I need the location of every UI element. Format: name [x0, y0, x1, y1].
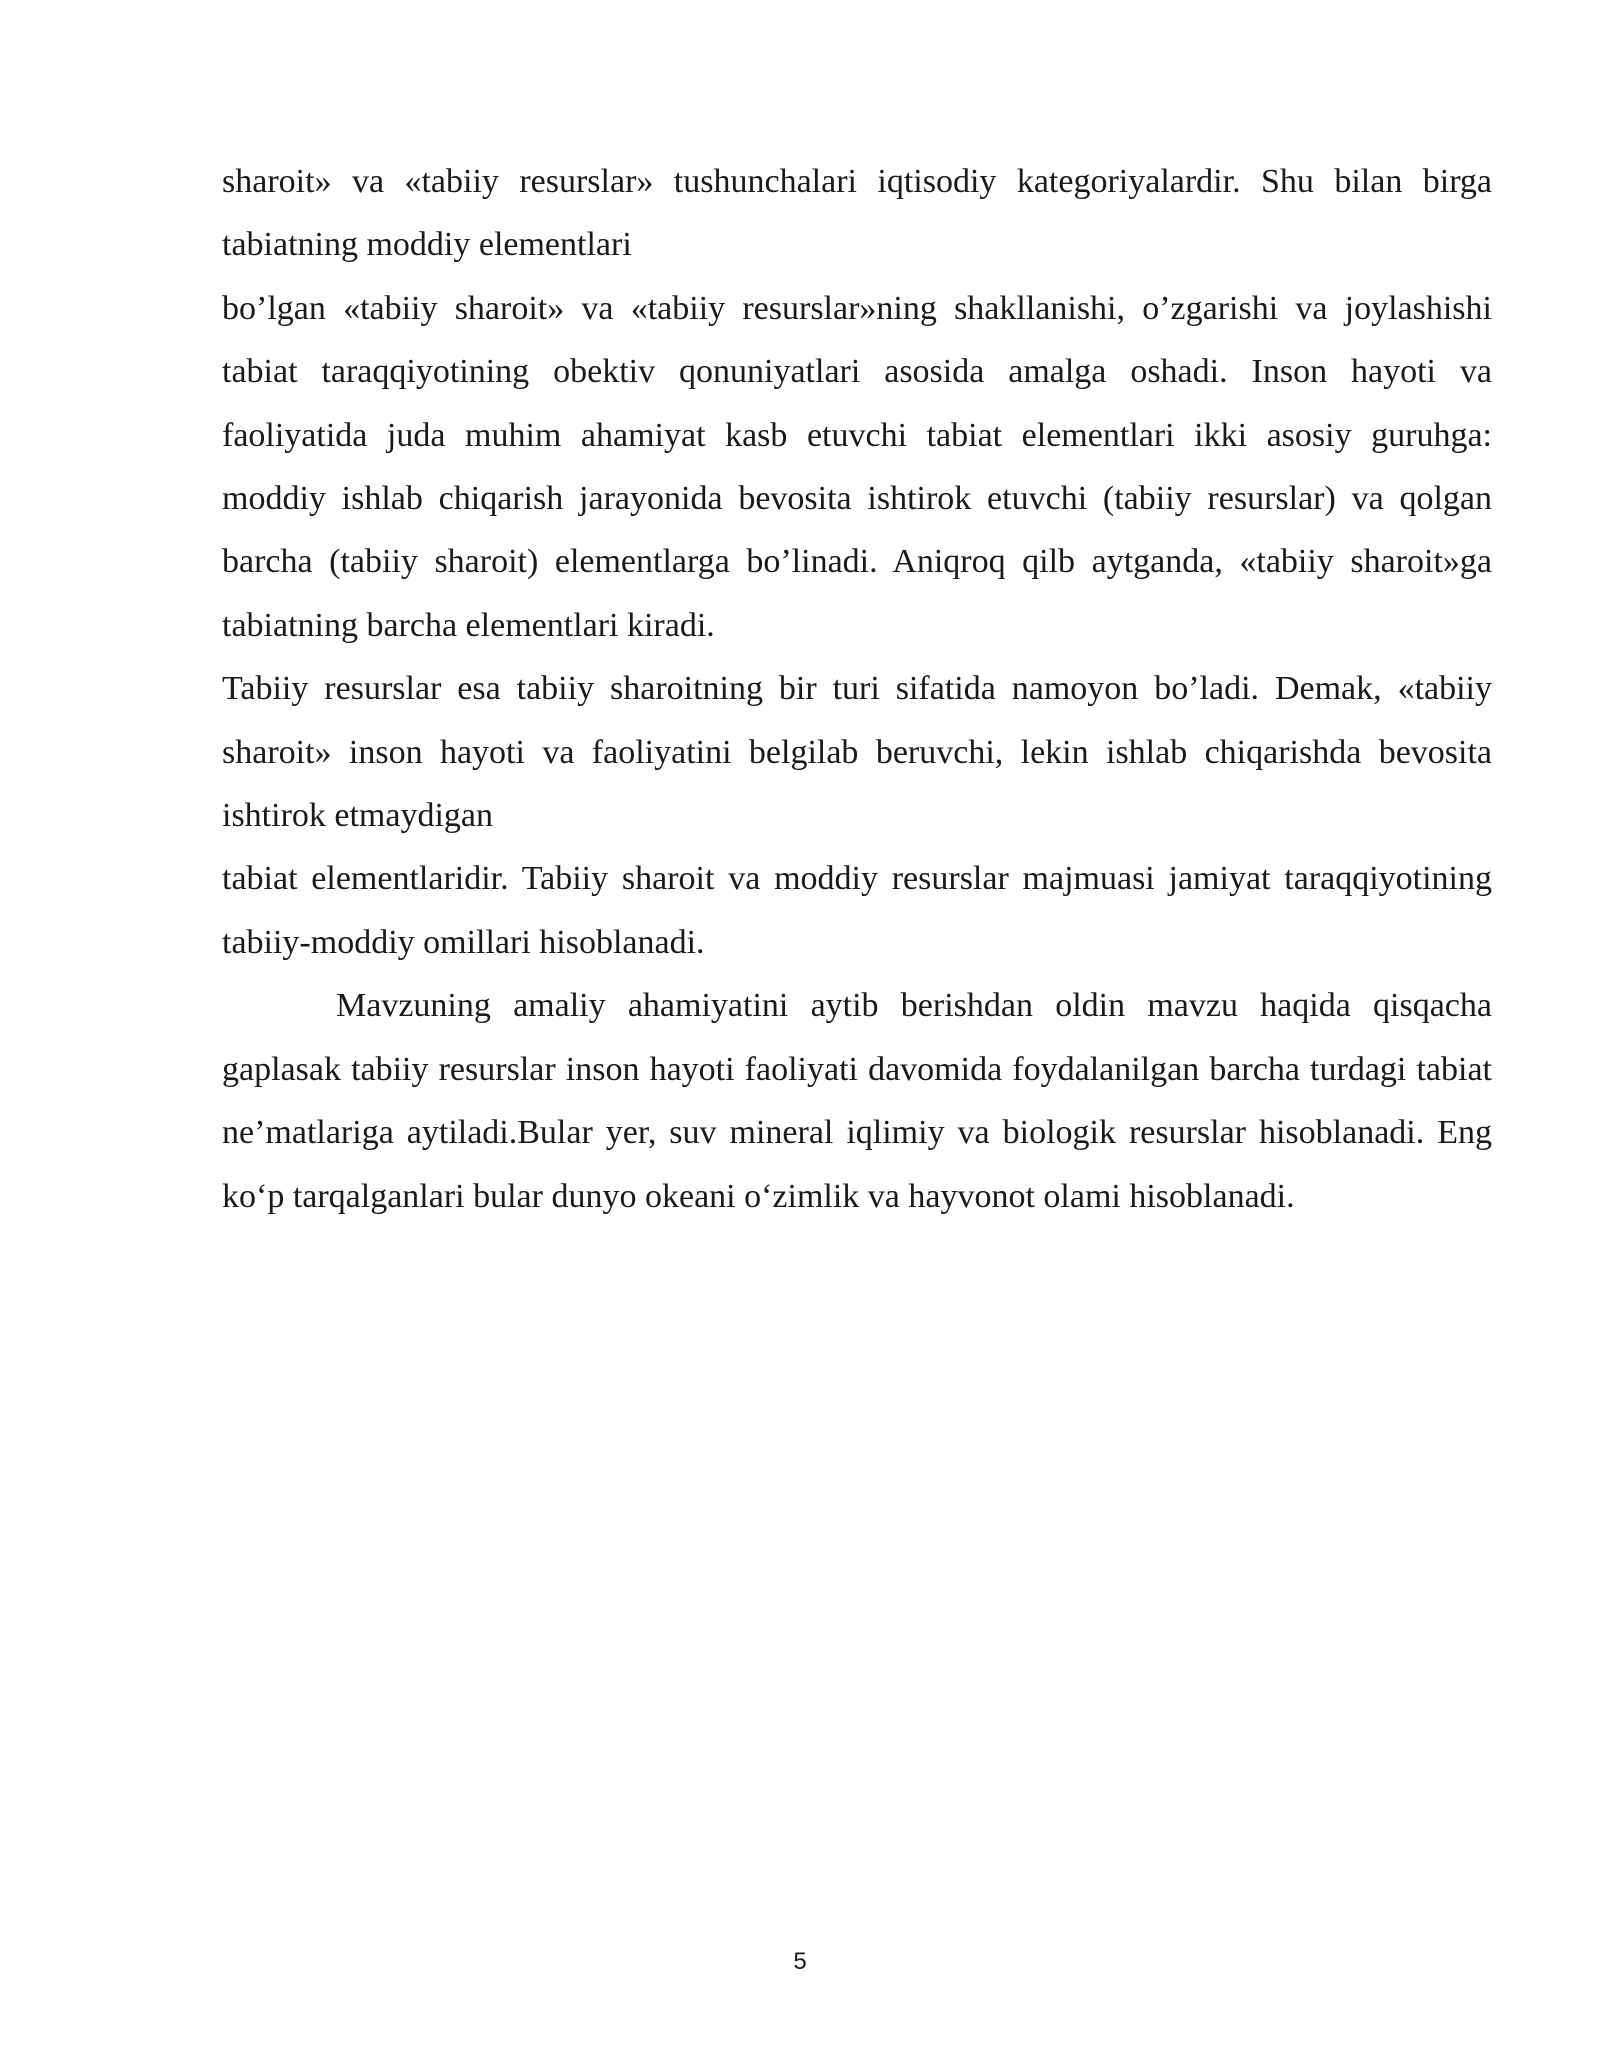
page-number: 5: [793, 1948, 807, 1975]
paragraph-4: tabiat elementlaridir. Tabiiy sharoit va moddiy resurslar majmuasi jamiyat taraqqiyotining tabiiy-moddiy omillari hisoblanadi.: [222, 860, 1492, 961]
body-text: [222, 150, 1492, 1228]
paragraph-2: bo’lgan «tabiiy sharoit» va «tabiiy resurslar»ning shakllanishi, o’zgarishi va joylashishi tabiat taraqqiyotining obektiv qonuniyatlari asosida amalga oshadi. Inson hayoti va faoliyatida juda muhim ahamiyat kasb etuvchi tabiat elementlari ikki asosiy guruhga: moddiy ishlab chiqarish jarayonida bevosita ishtirok etuvchi (tabiiy resurslar) va qolgan barcha (tabiiy sharoit) elementlarga bo’linadi. Aniqroq qilb aytganda, «tabiiy sharoit»ga tabiatning barcha elementlari kiradi.: [222, 289, 1492, 644]
paragraph-1: sharoit» va «tabiiy resurslar» tushunchalari iqtisodiy kategoriyalardir. Shu bilan birga tabiatning moddiy elementlari: [222, 163, 1492, 264]
paragraph-3: Tabiiy resurslar esa tabiiy sharoitning bir turi sifatida namoyon bo’ladi. Demak, «tabiiy sharoit» inson hayoti va faoliyatini belgilab beruvchi, lekin ishlab chiqarishda bevosita ishtirok etmaydigan: [222, 670, 1492, 835]
paragraph-5: Mavzuning amaliy ahamiyatini aytib berishdan oldin mavzu haqida qisqacha gaplasak tabiiy resurslar inson hayoti faoliyati davomida foydalanilgan barcha turdagi tabiat ne’matlariga aytiladi.Bular yer, suv mineral iqlimiy va biologik resurslar hisoblanadi. Eng ko‘p tarqalganlari bular dunyo okeani o‘zimlik va hayvonot olami hisoblanadi.: [222, 987, 1492, 1215]
